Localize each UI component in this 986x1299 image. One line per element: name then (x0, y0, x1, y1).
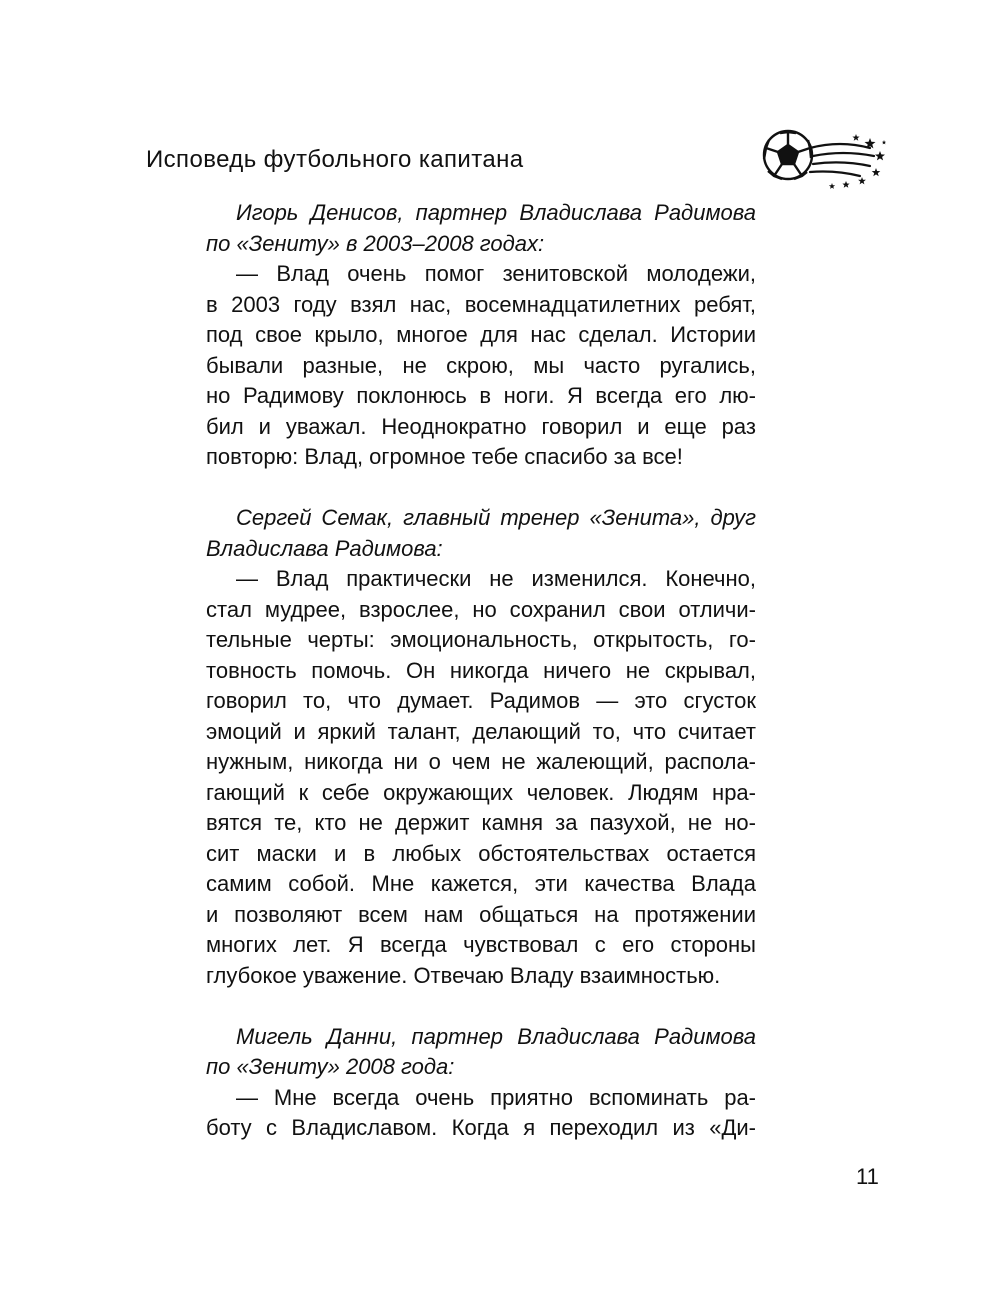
quote-line: говорил то, что думает. Радимов — это сгусток (206, 688, 756, 713)
running-head-title: Исповедь футбольного капитана (146, 146, 524, 173)
attribution-line: Сергей Семак, главный тренер «Зенита», друг (236, 505, 756, 530)
quote-line: и позволяют всем нам общаться на протяжении (206, 901, 756, 927)
attribution-line: по «Зениту» 2008 года: (206, 1054, 455, 1079)
attribution-line: Мигель Данни, партнер Владислава Радимова (236, 1023, 756, 1049)
quote-line: тельные черты: эмоциональность, открытость, го- (206, 627, 756, 652)
body-text (206, 198, 756, 1144)
attribution-line: Игорь Денисов, партнер Владислава Радимова (236, 200, 756, 225)
quote-line: но Радимову поклонюсь в ноги. Я всегда его лю- (206, 383, 756, 408)
quote-line: глубокое уважение. Отвечаю Владу взаимностью. (206, 962, 721, 988)
quote-line: — Мне всегда очень приятно вспоминать ра- (236, 1084, 756, 1110)
football-stars-icon (758, 126, 886, 196)
quote-line: бил и уважал. Неоднократно говорил и еще раз (206, 413, 756, 439)
quote-line: нужным, никогда ни о чем не жалеющий, распола- (206, 749, 756, 774)
quote-line: — Влад очень помог зенитовской молодежи, (236, 261, 756, 286)
page-number: 11 (856, 1164, 879, 1189)
quote-line: — Влад практически не изменился. Конечно, (236, 566, 756, 591)
attribution-line: по «Зениту» в 2003–2008 годах: (206, 230, 545, 256)
quote-line: вятся те, кто не держит камня за пазухой, не но- (206, 810, 756, 835)
quote-line: гающий к себе окружающих человек. Людям нра- (206, 779, 756, 805)
attribution-line: Владислава Радимова: (206, 535, 443, 561)
motion-streaks (810, 144, 874, 176)
quote-line: сит маски и в любых обстоятельствах остается (206, 840, 756, 866)
ball (764, 131, 812, 179)
quote-line: боту с Владиславом. Когда я переходил из «Ди- (206, 1115, 756, 1140)
quote-line: многих лет. Я всегда чувствовал с его стороны (206, 932, 756, 957)
quote-line: стал мудрее, взрослее, но сохранил свои отличи- (206, 596, 756, 622)
quote-line: под свое крыло, многое для нас сделал. Истории (206, 322, 756, 347)
quote-line: в 2003 году взял нас, восемнадцатилетних ребят, (206, 291, 756, 317)
quote-line: эмоций и яркий талант, делающий то, что считает (206, 718, 756, 744)
quote-line: повторю: Влад, огромное тебе спасибо за все! (206, 444, 683, 469)
quote-line: самим собой. Мне кажется, эти качества Влада (206, 871, 756, 896)
quote-line: товность помочь. Он никогда ничего не скрывал, (206, 657, 756, 683)
quote-line: бывали разные, не скрою, мы часто ругались, (206, 352, 756, 378)
